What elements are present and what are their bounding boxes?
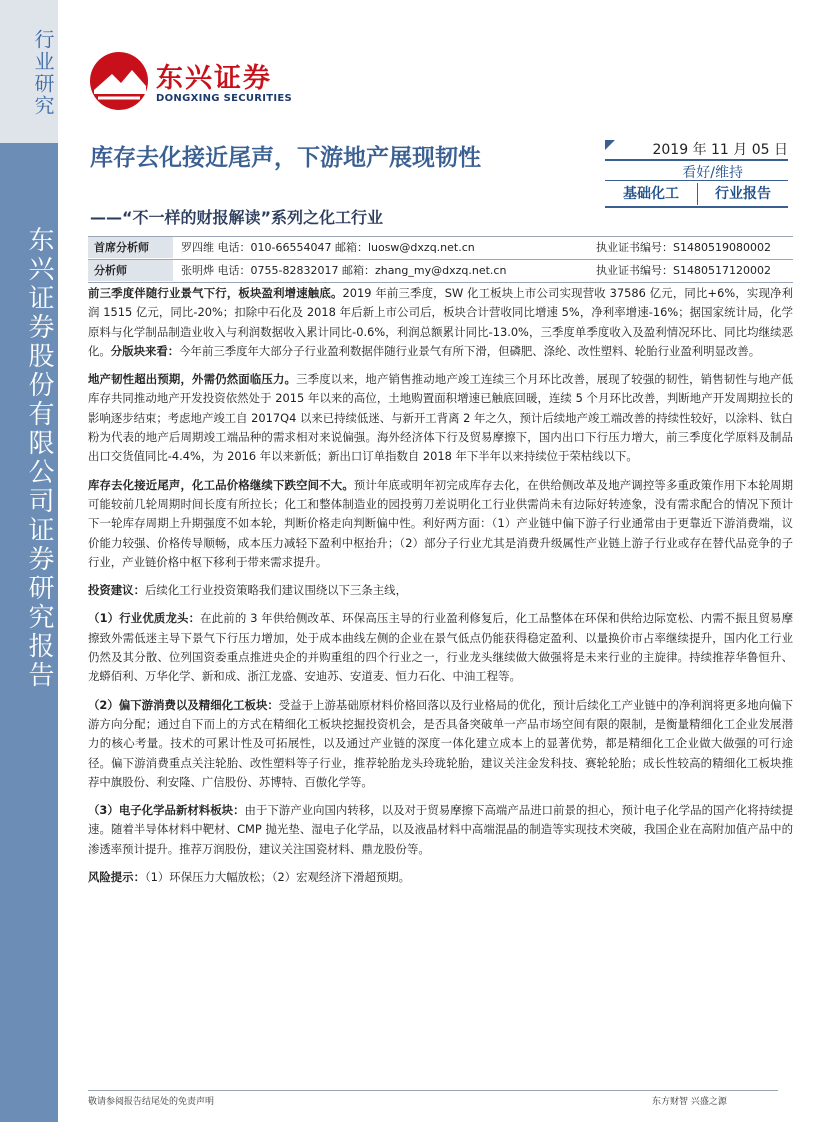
paragraph-text: 预计年底或明年初完成库存去化，在供给侧改革及地产调控等多重政策作用下本轮周期可能较前几轮周期时间长度有所拉长；化工和整体制造业的园投剪刀差说明化工行业供需尚未有边际好转迹象，没有需求配合的情况下预计下一轮库存周期上升期强度不如本轮，判断价格走向判断偏中性。利好两方面：（1）产业链中偏下游子行业通常由于更靠近下游消费端，议价能力较强、价格传导顺畅，成本压力减轻下盈利中枢抬升；（2）部分子行业尤其是消费升级属性产业链上游子行业或存在替代品竞争的子行业，产业链价格中枢下移利于带来需求提升。 [88, 477, 793, 569]
report-subtitle: ——“不一样的财报解读”系列之化工行业 [90, 208, 384, 227]
paragraph-earnings [88, 284, 793, 361]
footer-divider [88, 1090, 778, 1091]
footer-slogan: 东方财智 兴盛之源 [652, 1097, 727, 1107]
sidebar-category-label: 行业研究 [31, 29, 55, 117]
paragraph-risk [88, 868, 793, 887]
paragraph-lead: （2）偏下游消费以及精细化工板块： [88, 697, 279, 712]
date-divider [605, 159, 788, 161]
analyst-row [88, 260, 793, 281]
tags-divider [605, 206, 788, 208]
paragraph-lead: 前三季度伴随行业景气下行，板块盈利增速触底。 [88, 286, 343, 300]
analyst-row [88, 237, 793, 258]
analyst-contact: 张明烨 电话：0755-82832017 邮箱：zhang_my@dxzq.net.cn [181, 264, 507, 277]
paragraph-text: 三季度以来，地产销售推动地产竣工连续三个月环比改善，展现了较强的韧性，销售韧性与地产低库存共同推动地产开发投资依然处于 2015 年以来的高位，土地购置面积增速已触底回暖，连续 5 个月环比改善，判断地产开发周期拉长的影响逐步结束；考虑地产竣工自 2017Q4 以来已持续低迷、与新开工背离 2 年之久，预计后续地产竣工端改善的持续性较好，以涂料、钛白粉为代表的地产后周期竣工端品种的需求相对来说偏强。海外经济体下行及贸易摩擦下，国内出口下行压力增大，前三季度化学原料及制品出口交货值同比-4.4%，为 2016 年以来新低；新出口订单指数自 2018 年下半年以来持续位于荣枯线以下。 [88, 372, 793, 464]
paragraph-text: 在此前的 3 年供给侧改革、环保高压主导的行业盈利修复后，化工品整体在环保和供给边际宽松、内需不振且贸易摩擦致外需低迷主导下景气下行压力增加，处于成本曲线左侧的企业在景气低点仍能获得稳定盈利、以量换价市占率继续提升，国内化工行业仍然及其分散、位列国资委重点推进央企的并购重组的四个行业之一，行业龙头继续做大做强将是未来行业的主旋律。持续推荐华鲁恒升、龙蟒佰利、万华化学、新和成、浙江龙盛、安迪苏、安道麦、恒力石化、中油工程等。 [88, 611, 793, 684]
report-date: 2019 年 11 月 05 日 [652, 142, 788, 158]
paragraph-lead: 库存去化接近尾声，化工品价格继续下跌空间不大。 [88, 477, 354, 492]
paragraph-inventory [88, 476, 793, 572]
report-tags [605, 183, 788, 205]
paragraph-text: 后续化工行业投资策略我们建议围绕以下三条主线， [144, 583, 407, 598]
paragraph-text: 由于下游产业向国内转移，以及对于贸易摩擦下高端产品进口前景的担心，预计电子化学品的国产化将持续提速。随着半导体材料中靶材、CMP 抛光垫、湿电子化学品，以及液晶材料中高端混晶的制造等实现技术突破，我国企业在高附加值产品中的渗透率预计提升。推荐万润股份，建议关注国瓷材料、鼎龙股份等。 [88, 803, 793, 856]
analyst-role: 首席分析师 [88, 237, 173, 258]
company-name-en: DONGXING SECURITIES [156, 93, 293, 104]
paragraph-leaders [88, 609, 793, 686]
analyst-certificate: 执业证书编号：S1480519080002 [596, 241, 771, 254]
paragraph-real-estate [88, 370, 793, 466]
analyst-certificate: 执业证书编号：S1480517120002 [596, 264, 771, 277]
paragraph-lead: 风险提示： [88, 870, 145, 885]
paragraph-text: 今年前三季度年大部分子行业盈利数据伴随行业景气有所下滑，但磷肥、涤纶、改性塑料、轮胎行业盈利明显改善。 [179, 343, 761, 358]
sector-tag: 基础化工 [605, 183, 698, 205]
analyst-contact: 罗四维 电话：010-66554047 邮箱：luosw@dxzq.net.cn [181, 241, 475, 254]
report-type-tag: 行业报告 [715, 186, 771, 202]
report-title: 库存去化接近尾声，下游地产展现韧性 [90, 145, 481, 171]
investment-rating: 看好/维持 [605, 162, 788, 181]
paragraph-lead: 地产韧性超出预期，外需仍然面临压力。 [88, 372, 297, 387]
paragraph-electronic-chemicals [88, 801, 793, 859]
analyst-bottom-divider [88, 282, 793, 283]
paragraph-lead: 投资建议： [88, 583, 145, 598]
paragraph-text: （1）环保压力大幅放松；（2）宏观经济下滑超预期。 [144, 870, 411, 885]
paragraph-text: 受益于上游基础原材料价格回落以及行业格局的优化，预计后续化工产业链中的净利润将更多地向偏下游方向分配；通过自下而上的方式在精细化工板块挖掘投资机会，是否具备突破单一产品市场空间有限的限制，是衡量精细化工企业发展潜力的核心考量。技术的可累计性及可拓展性，以及通过产业链的深度一体化建立成本上的显著优势，都是精细化工企业做大做强的可行途径。偏下游消费重点关注轮胎、改性塑料等子行业，推荐轮胎龙头玲珑轮胎，建议关注金发科技、赛轮轮胎；成长性较高的精细化工板块推荐中旗股份、利安隆、广信股份、苏博特、百傲化学等。 [88, 697, 793, 789]
report-body [88, 284, 793, 896]
footer-disclaimer: 敬请参阅报告结尾处的免责声明 [88, 1097, 215, 1107]
analyst-role: 分析师 [88, 260, 173, 281]
paragraph-text: 2019 年前三季度，SW 化工板块上市公司实现营收 37586 亿元，同比+6%，实现净利润 1515 亿元，同比-20%；扣除中石化及 2018 年后新上市公司后，板块合计营收同比增速 5%，净利率增速-16%；据国家统计局，化学原料与化学制品制造业收入与利润数据收入累计同比-0.6%，利润总额累计同比-13.0%，三季度单季度收入及盈利情况环比、同比均继续恶化。 [88, 286, 793, 358]
paragraph-downstream [88, 696, 793, 792]
paragraph-lead: （1）行业优质龙头： [88, 611, 201, 626]
company-name-cn: 东兴证券 [156, 63, 272, 94]
paragraph-lead: 分版块来看： [110, 343, 180, 358]
company-logo [88, 50, 308, 112]
sidebar-company-report-label: 东兴证券股份有限公司证券研究报告 [24, 226, 54, 690]
company-logo-mark-icon [88, 50, 150, 112]
paragraph-lead: （3）电子化学品新材料板块： [88, 803, 245, 818]
paragraph-investment-advice [88, 581, 793, 600]
